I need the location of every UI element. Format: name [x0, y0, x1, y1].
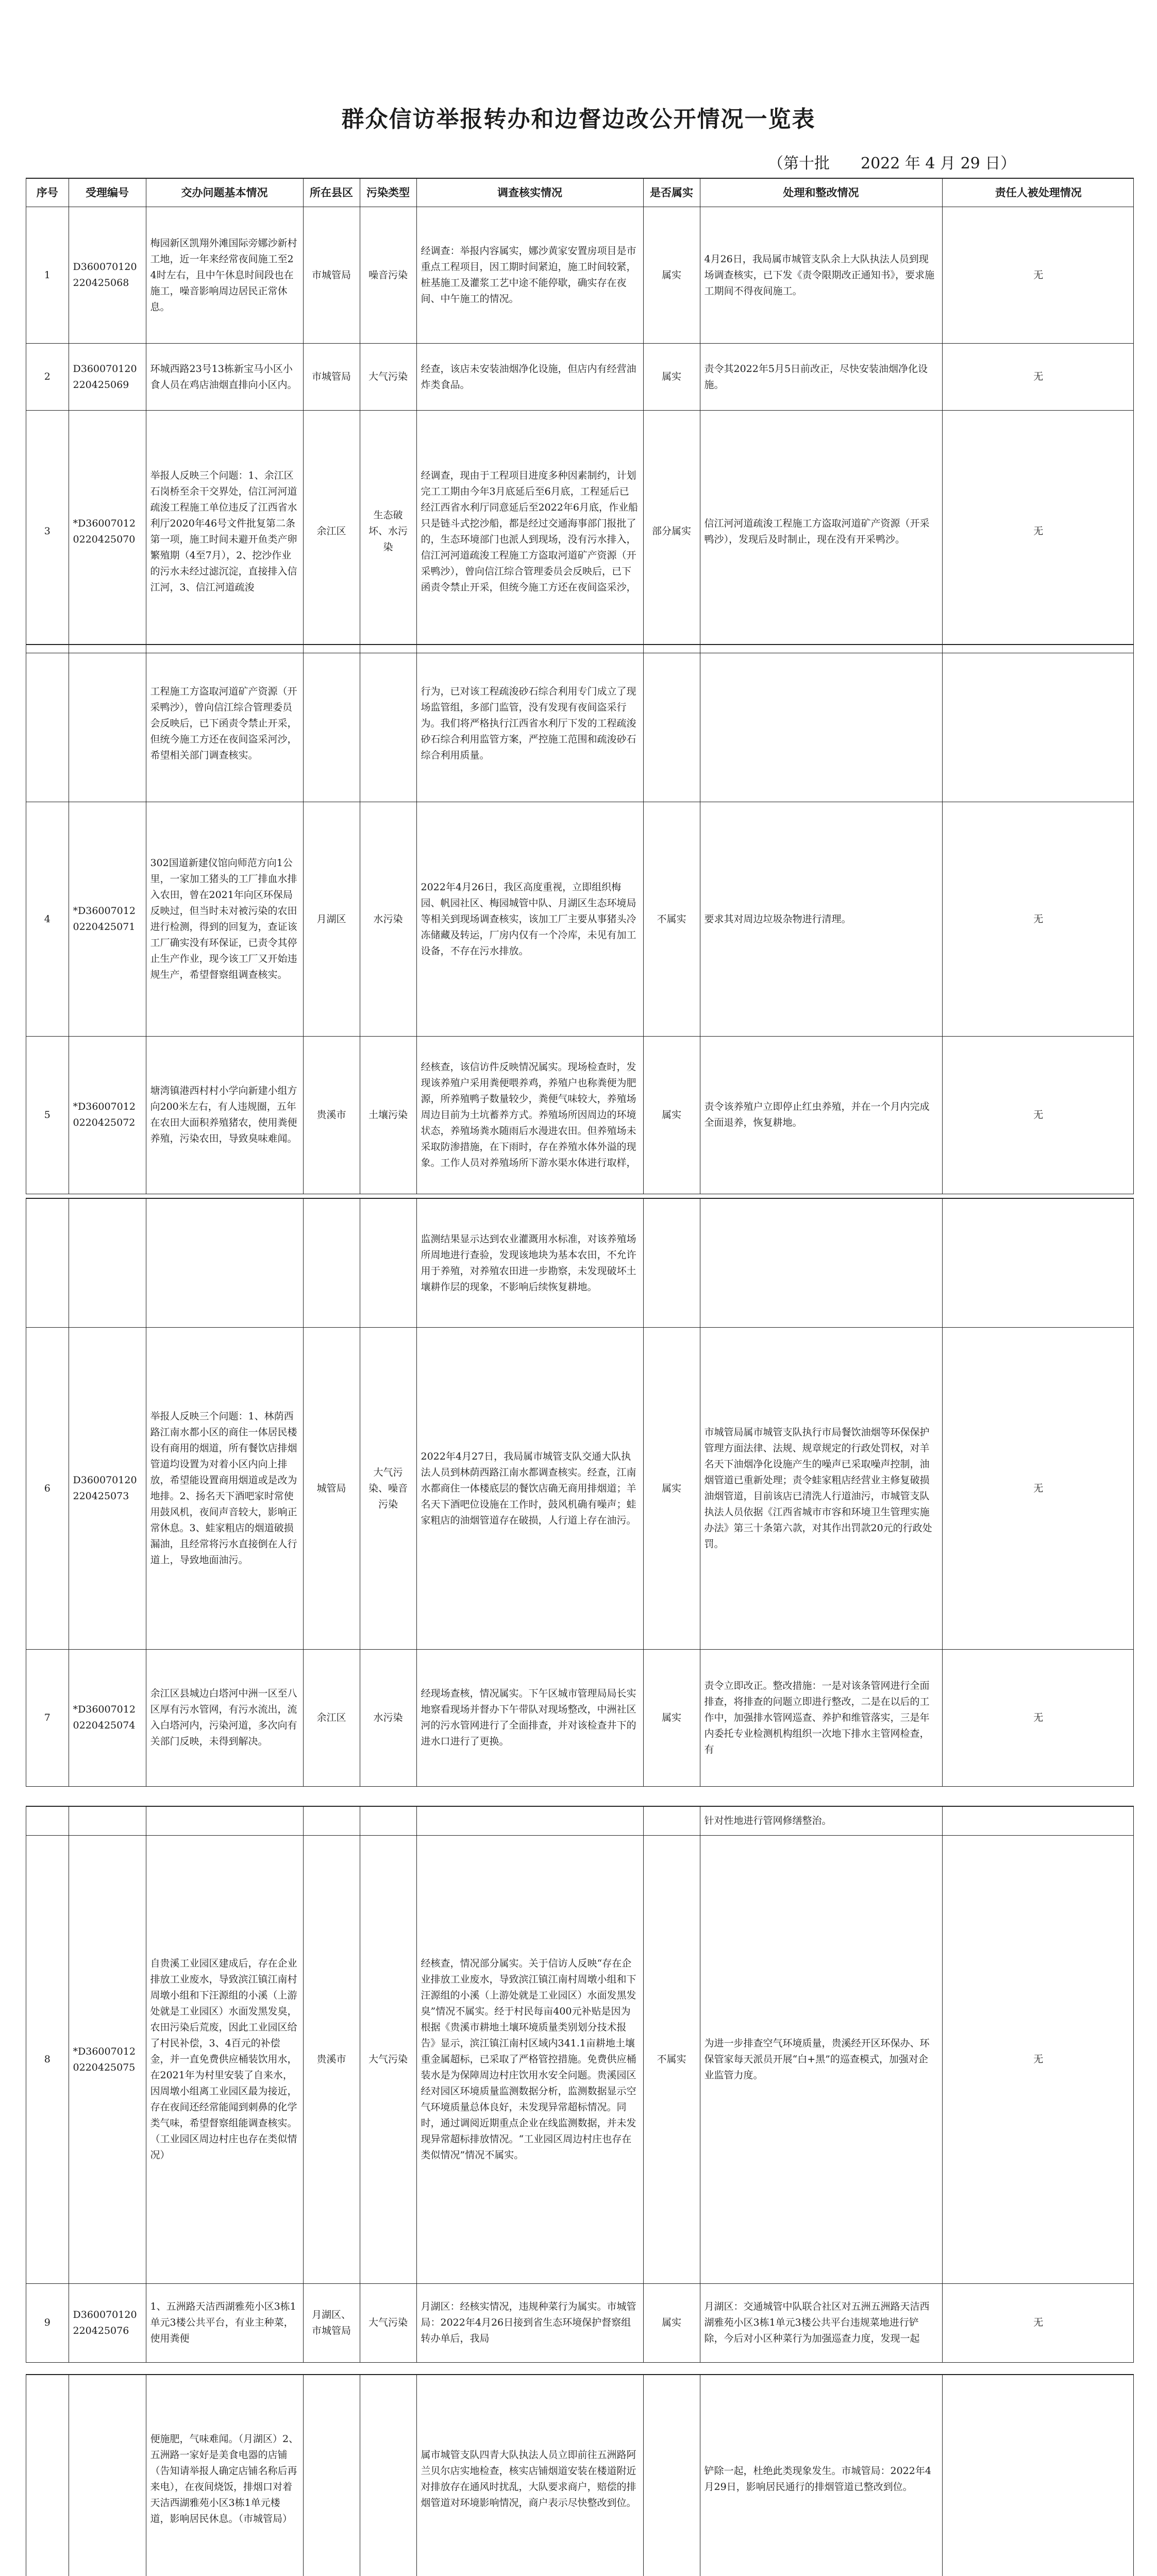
issue-description-text: 塘湾镇港西村村小学向新建小组方向200米左右，有人违规圈，五年在农田大面积养殖猪农，使用粪便养殖，污染农田，导致臭味难闻。: [150, 1085, 297, 1145]
case-code: [69, 1807, 146, 1836]
column-header: 处理和整改情况: [700, 179, 942, 207]
investigation-text: 2022年4月27日，我局属市城管支队交通大队执法人员到林荫西路江南水都调查核实。经查，江南水都商住一体楼底层的餐饮店确无商用排烟道；羊名天下酒吧位设施在工作时，鼓风机确有噪声；蛙家粗店的油烟管道存在破损，人行道上存在油污。: [421, 1450, 636, 1526]
case-code-text: *D360070120220425070: [73, 517, 136, 545]
county-text: 城管局: [316, 1482, 346, 1494]
issue-description: [146, 344, 303, 411]
row-number-text: 4: [44, 913, 51, 925]
issue-description-text: 举报人反映三个问题：1、林荫西路江南水都小区的商住一体居民楼设有商用的烟道，所有餐饮店排烟管道均设置为对着小区内向上排放，希望能设置商用烟道或是改为地排。2、扬名天下酒吧家时常使用鼓风机，夜间声音较大，影响正常休息。3、蛙家粗店的烟道破损漏油，且经常将污水直接倒在人行道上，导致地面油污。: [150, 1411, 297, 1566]
pollution-type: [360, 645, 416, 802]
county: [303, 344, 360, 411]
issue-description: [146, 1037, 303, 1194]
investigation: [416, 207, 643, 344]
handling-result-text: 铲除一起，杜绝此类现象发生。市城管局：2022年4月29日，影响居民通行的排烟管道已整改到位。: [704, 2465, 931, 2493]
column-header: 所在县区: [303, 179, 360, 207]
issue-description: [146, 411, 303, 653]
handling-result: [700, 2284, 942, 2362]
county: [303, 645, 360, 802]
table-row: [26, 344, 1134, 411]
responsibility-text: 无: [1033, 2317, 1044, 2329]
investigation-text: 监测结果显示达到农业灌溉用水标准，对该养殖场所周地进行查验，发现该地块为基本农田，不允许用于养殖，对养殖农田进一步勘察，未发现破坏土壤耕作层的现象，不影响后续恢复耕地。: [421, 1233, 636, 1293]
row-number: [26, 1807, 69, 1836]
responsibility-text: 无: [1033, 2054, 1044, 2065]
row-number-text: 5: [44, 1109, 51, 1121]
county-text: 月湖区: [316, 913, 346, 925]
complaint-table: [26, 1198, 1134, 1786]
is-true: [643, 2284, 700, 2362]
is-true: [643, 802, 700, 1037]
investigation: [416, 1199, 643, 1328]
complaint-table: [26, 178, 1134, 653]
pollution-type: [360, 2375, 416, 2576]
investigation-text: 属市城管支队四青大队执法人员立即前往五洲路阿兰贝尔店实地检查，核实店铺烟道安装在楼道附近对排放存在通风时扰乱，大队要求商户，赔偿的排烟管道对环境影响情况，商户表示尽快整改到位。: [421, 2449, 636, 2509]
county: [303, 802, 360, 1037]
pollution-type-text: 水污染: [373, 913, 403, 925]
handling-result: [700, 411, 942, 653]
row-number: [26, 802, 69, 1037]
issue-description: [146, 2375, 303, 2576]
investigation: [416, 1328, 643, 1650]
investigation: [416, 1836, 643, 2284]
case-code-text: D360070120220425073: [73, 1475, 137, 1502]
handling-result: [700, 1199, 942, 1328]
row-number: [26, 2375, 69, 2576]
is-true-text: 不属实: [657, 913, 686, 925]
table-row: [26, 2284, 1134, 2362]
is-true: [643, 1037, 700, 1194]
investigation-text: 月湖区：经核实情况，违规种菜行为属实。市城管局：2022年4月26日接到省生态环境保护督察组转办单后，我局: [421, 2301, 636, 2345]
case-code: [69, 344, 146, 411]
is-true-text: 属实: [661, 371, 681, 382]
responsibility-text: 无: [1033, 269, 1044, 281]
row-number-text: 9: [44, 2317, 51, 2329]
county: [303, 1836, 360, 2284]
is-true: [643, 645, 700, 802]
issue-description: [146, 1328, 303, 1650]
county-text: 市城管局: [311, 269, 351, 281]
handling-result-text: 市城管局属市城管支队执行市局餐饮油烟等环保保护管理方面法律、法规、规章规定的行政处罚权，对羊名天下油烟净化设施产生的噪声已采取噪声控制，油烟管道已重新处理；责令蛙家粗店经营业主修复破损油烟管道，目前该店已清洗人行道油污，市城管支队执法人员依据《江西省城市市容和环境卫生管理实施办法》第三十条第六款，对其作出罚款20元的行政处罚。: [704, 1427, 932, 1550]
handling-result: [700, 344, 942, 411]
complaint-table: [26, 645, 1134, 1194]
column-header: 序号: [26, 179, 69, 207]
investigation: [416, 802, 643, 1037]
row-number: [26, 2284, 69, 2362]
is-true: [643, 344, 700, 411]
table-row: [26, 1037, 1134, 1194]
responsibility: [942, 411, 1134, 653]
is-true-text: 属实: [661, 2317, 681, 2329]
handling-result-text: 信江河河道疏浚工程施工方盗取河道矿产资源（开采鸭沙），发现后及时制止，现在没有开采鸭沙。: [704, 517, 930, 545]
issue-description-text: 举报人反映三个问题：1、余江区石岗桥至余干交界处，信江河河道疏浚工程施工单位违反了江西省水利厅2020年46号文件批复第二条第一项，施工时间未避开鱼类产卵繁殖期（4至7月），2、挖沙作业的污水未经过滤沉淀，直接排入信江河，3、信江河道疏浚: [150, 469, 297, 593]
county: [303, 1037, 360, 1194]
case-code: [69, 645, 146, 802]
row-number-text: 8: [44, 2054, 51, 2065]
handling-result-text: 为进一步排查空气环境质量，贵溪经开区环保办、环保管家每天派员开展“白+黑”的巡查模式，加强对企业监管力度。: [704, 2038, 930, 2081]
pollution-type: [360, 1650, 416, 1786]
pollution-type-text: 大气污染: [368, 2054, 408, 2065]
investigation: [416, 1650, 643, 1786]
county-text: 市城管局: [311, 371, 351, 382]
investigation: [416, 411, 643, 653]
pollution-type: [360, 1037, 416, 1194]
investigation: [416, 344, 643, 411]
handling-result-text: 责令立即改正。整改措施：一是对该条管网进行全面排查，将排查的问题立即进行整改，二是在以后的工作中，加强排水管网巡查、养护和维管落实，三是年内委托专业检测机构组织一次地下排水主管网检查，有: [704, 1680, 930, 1755]
responsibility: [942, 802, 1134, 1037]
responsibility-text: 无: [1033, 371, 1044, 382]
issue-description: [146, 645, 303, 802]
is-true: [643, 207, 700, 344]
county: [303, 1807, 360, 1836]
pollution-type: [360, 802, 416, 1037]
responsibility: [942, 2375, 1134, 2576]
pollution-type: [360, 2284, 416, 2362]
pollution-type-text: 生态破坏、水污染: [368, 510, 408, 553]
is-true: [643, 1650, 700, 1786]
row-number: [26, 1650, 69, 1786]
table-row: [26, 1650, 1134, 1786]
column-header: 责任人被处理情况: [942, 179, 1134, 207]
row-number: [26, 1037, 69, 1194]
issue-description-text: 302国道新建仪馆向师范方向1公里，一家加工猪头的工厂排血水排入农田，曾在2021年向区环保局反映过，但当时未对被污染的农田进行检测，得到的回复为，查证该工厂确实没有环保证，已责令其停止生产作业，现今该工厂又开始违规生产，希望督察组调查核实。: [150, 857, 297, 980]
table-row: [26, 1836, 1134, 2284]
row-number: [26, 207, 69, 344]
handling-result: [700, 1037, 942, 1194]
column-header: 交办问题基本情况: [146, 179, 303, 207]
is-true-text: 属实: [661, 1482, 681, 1494]
case-code-text: *D360070120220425075: [73, 2045, 136, 2073]
handling-result-text: 4月26日，我局属市城管支队余上大队执法人员到现场调查核实，已下发《责令限期改正通知书》，要求施工期间不得夜间施工。: [704, 253, 935, 297]
handling-result-text: 针对性地进行管网修缮整治。: [704, 1815, 832, 1826]
pollution-type-text: 水污染: [373, 1711, 403, 1723]
county: [303, 1650, 360, 1786]
issue-description-text: 余江区县城边白塔河中洲一区至八区厚有污水管网，有污水流出，流入白塔河内，污染河道，多次向有关部门反映，未得到解决。: [150, 1688, 297, 1748]
case-code-text: *D360070120220425071: [73, 905, 136, 933]
complaint-table: [26, 1806, 1134, 2362]
investigation-text: 经核查，该信访件反映情况属实。现场检查时，发现该养殖户采用粪便喂养鸡，养殖户也称粪便为肥源，所养殖鸭子数量较少，粪便气味较大，养殖场周边目前为土坑蓄养方式。养殖场所因周边的环境状态，养殖场粪水随雨后水漫进农田。但养殖场未采取防渗措施，在下雨时，存在养殖水体外溢的现象。工作人员对养殖场所下游水渠水体进行取样，: [421, 1061, 636, 1168]
row-number-text: 1: [44, 269, 51, 281]
case-code: [69, 1328, 146, 1650]
county: [303, 411, 360, 653]
investigation-text: 经查，该店未安装油烟净化设施，但店内有经营油炸类食品。: [421, 363, 636, 391]
handling-result: [700, 1650, 942, 1786]
responsibility-text: 无: [1033, 526, 1044, 537]
is-true: [643, 1836, 700, 2284]
county: [303, 1199, 360, 1328]
table-segment: [26, 178, 1134, 653]
handling-result-text: 要求其对周边垃圾杂物进行清理。: [704, 913, 851, 925]
handling-result: [700, 645, 942, 802]
complaint-table: [26, 2375, 1134, 2576]
handling-result: [700, 2375, 942, 2576]
row-number-text: 7: [44, 1711, 51, 1723]
pollution-type-text: 大气污染: [368, 2317, 408, 2329]
is-true: [643, 1199, 700, 1328]
column-header: 污染类型: [360, 179, 416, 207]
case-code-text: D360070120220425069: [73, 363, 137, 391]
investigation-text: 经调查：举报内容属实，娜沙黄家安置房项目是市重点工程项目，因工期时间紧迫，施工时间较紧，桩基施工及灌浆工艺中途不能停歇，确实存在夜间、中午施工的情况。: [421, 245, 636, 304]
table-row: [26, 207, 1134, 344]
table-row: [26, 1199, 1134, 1328]
is-true-text: 部分属实: [651, 526, 691, 537]
table-row: [26, 802, 1134, 1037]
responsibility: [942, 207, 1134, 344]
handling-result: [700, 1807, 942, 1836]
row-number-text: 3: [44, 526, 51, 537]
issue-description: [146, 1836, 303, 2284]
pollution-type: [360, 411, 416, 653]
pollution-type-text: 噪音污染: [368, 269, 408, 281]
handling-result-text: 责令该养殖户立即停止红虫养殖，并在一个月内完成全面退养，恢复耕地。: [704, 1101, 930, 1129]
case-code: [69, 1199, 146, 1328]
issue-description-text: 梅园新区凯翔外滩国际旁娜沙新村工地，近一年来经常夜间施工至24时左右，且中午休息时间段也在施工，噪音影响周边居民正常休息。: [150, 237, 297, 313]
responsibility-text: 无: [1033, 1482, 1044, 1494]
county: [303, 207, 360, 344]
header-row: [26, 179, 1134, 207]
is-true: [643, 2375, 700, 2576]
case-code-text: *D360070120220425074: [73, 1704, 136, 1732]
investigation: [416, 645, 643, 802]
row-number-text: 2: [44, 371, 51, 382]
is-true-text: 不属实: [657, 2054, 686, 2065]
pollution-type: [360, 207, 416, 344]
county: [303, 2284, 360, 2362]
table-row: [26, 1328, 1134, 1650]
responsibility-text: 无: [1033, 1711, 1044, 1723]
issue-description: [146, 1650, 303, 1786]
case-code: [69, 802, 146, 1037]
row-number: [26, 344, 69, 411]
table-segment: [26, 2374, 1134, 2576]
table-row: [26, 411, 1134, 653]
investigation: [416, 1037, 643, 1194]
issue-description: [146, 207, 303, 344]
is-true: [643, 411, 700, 653]
case-code: [69, 1037, 146, 1194]
pollution-type: [360, 344, 416, 411]
is-true-text: 属实: [661, 269, 681, 281]
investigation-text: 经调查，现由于工程项目进度多种因素制约，计划完工工期由今年3月底延后至6月底，工程延后已经江西省水利厅同意延后至2022年6月底，作业船只是链斗式挖沙船，都是经过交通海事部门报批了的，生态环境部门也派人到现场，没有污水排入，信江河河道疏浚工程施工方盗取河道矿产资源（开采鸭沙），曾向信江综合管理委员会反映后，已下函责令禁止开采，但统今施工方还在夜间盗采沙，: [421, 469, 638, 593]
case-code: [69, 2375, 146, 2576]
responsibility-text: 无: [1033, 913, 1044, 925]
county: [303, 1328, 360, 1650]
investigation: [416, 2284, 643, 2362]
column-header: 调查核实情况: [416, 179, 643, 207]
is-true-text: 属实: [661, 1109, 681, 1121]
responsibility: [942, 1199, 1134, 1328]
responsibility-text: 无: [1033, 1109, 1044, 1121]
pollution-type: [360, 1199, 416, 1328]
is-true-text: 属实: [661, 1711, 681, 1723]
investigation: [416, 1807, 643, 1836]
is-true: [643, 1328, 700, 1650]
handling-result: [700, 1836, 942, 2284]
responsibility: [942, 1836, 1134, 2284]
table-segment: [26, 1198, 1134, 1787]
pollution-type-text: 大气污染、噪音污染: [368, 1466, 408, 1510]
county-text: 贵溪市: [316, 1109, 346, 1121]
investigation-text: 行为，已对该工程疏浚砂石综合利用专门成立了现场监管组，多部门监管，没有发现有夜间盗采行为。我们将严格执行江西省水利厅下发的工程疏浚砂石综合利用监管方案，严控施工范围和疏浚砂石综合利用质量。: [421, 685, 636, 761]
county-text: 余江区: [316, 526, 346, 537]
column-header: 是否属实: [643, 179, 700, 207]
responsibility: [942, 645, 1134, 802]
responsibility: [942, 344, 1134, 411]
case-code: [69, 411, 146, 653]
batch-date: （第十批 2022 年 4 月 29 日）: [768, 155, 1016, 173]
pollution-type-text: 大气污染: [368, 371, 408, 382]
issue-description-text: 自贵溪工业园区建成后，存在企业排放工业废水，导致滨江镇江南村周墩小组和下汪源组的小溪（上游处就是工业园区）水面发黑发臭，农田污染后荒废，因此工业园区给了村民补偿，3、4百元的补偿金，并一直免费供应桶装饮用水，在2021年为村里安装了自来水，因周墩小组离工业园区最为接近，存在夜间还经常能闻到刺鼻的化学类气味，希望督察组能调查核实。（工业园区周边村庄也存在类似情况）: [150, 1958, 297, 2161]
issue-description: [146, 1807, 303, 1836]
county-text: 余江区: [316, 1711, 346, 1723]
case-code: [69, 1836, 146, 2284]
issue-description: [146, 802, 303, 1037]
table-row: [26, 1807, 1134, 1836]
case-code: [69, 207, 146, 344]
table-segment: [26, 1806, 1134, 2363]
table-segment: [26, 644, 1134, 1194]
table-row: [26, 645, 1134, 802]
responsibility: [942, 1650, 1134, 1786]
issue-description: [146, 1199, 303, 1328]
county: [303, 2375, 360, 2576]
case-code: [69, 1650, 146, 1786]
case-code: [69, 2284, 146, 2362]
responsibility: [942, 1328, 1134, 1650]
handling-result-text: 月湖区：交通城管中队联合社区对五洲五洲路天洁西湖雅苑小区3栋1单元3楼公共平台违规菜地进行铲除，今后对小区种菜行为加强巡查力度，发现一起: [704, 2301, 930, 2345]
county-text: 月湖区、市城管局: [311, 2309, 351, 2336]
investigation-text: 2022年4月26日，我区高度重视，立即组织梅园、帆园社区、梅园城管中队、月湖区生态环境局等相关到现场调查核实，该加工厂主要从事猪头冷冻储藏及转运，厂房内仅有一个冷库，未见有加工设备，不存在污水排放。: [421, 881, 636, 957]
row-number: [26, 411, 69, 653]
page-title: 群众信访举报转办和边督边改公开情况一览表: [341, 106, 816, 132]
row-number: [26, 1199, 69, 1328]
handling-result: [700, 1328, 942, 1650]
investigation-text: 经现场查核，情况属实。下午区城市管理局局长实地察看现场并督办下午带队对现场整改，中洲社区河的污水管网进行了全面排查，并对该检查井下的进水口进行了更换。: [421, 1688, 636, 1748]
handling-result: [700, 207, 942, 344]
is-true: [643, 1807, 700, 1836]
county-text: 贵溪市: [316, 2054, 346, 2065]
issue-description-text: 工程施工方盗取河道矿产资源（开采鸭沙），曾向信江综合管理委员会反映后，已下函责令禁止开采，但统今施工方还在夜间盗采河沙，希望相关部门调查核实。: [150, 685, 297, 761]
issue-description-text: 便施肥，气味难闻。（月湖区）2、五洲路一家好是美食电器的店铺（告知请举报人确定店铺名称后再来电），在夜间烧饭，排烟口对着天洁西湖雅苑小区3栋1单元楼道，影响居民休息。（市城管局）: [150, 2433, 299, 2524]
issue-description: [146, 2284, 303, 2362]
table-row: [26, 2375, 1134, 2576]
pollution-type: [360, 1807, 416, 1836]
column-header: 受理编号: [69, 179, 146, 207]
investigation: [416, 2375, 643, 2576]
pollution-type: [360, 1836, 416, 2284]
handling-result: [700, 802, 942, 1037]
row-number: [26, 1328, 69, 1650]
row-number: [26, 1836, 69, 2284]
pollution-type: [360, 1328, 416, 1650]
issue-description-text: 环城西路23号13栋新宝马小区小食人员在鸡店油烟直排向小区内。: [150, 363, 297, 391]
handling-result-text: 责令其2022年5月5日前改正，尽快安装油烟净化设施。: [704, 363, 928, 391]
case-code-text: D360070120220425068: [73, 261, 137, 289]
row-number-text: 6: [44, 1482, 51, 1494]
case-code-text: *D360070120220425072: [73, 1101, 136, 1129]
responsibility: [942, 1037, 1134, 1194]
responsibility: [942, 2284, 1134, 2362]
responsibility: [942, 1807, 1134, 1836]
case-code-text: D360070120220425076: [73, 2309, 137, 2336]
issue-description-text: 1、五洲路天洁西湖雅苑小区3栋1单元3楼公共平台，有业主种菜，使用粪便: [150, 2301, 296, 2345]
pollution-type-text: 土壤污染: [368, 1109, 408, 1121]
row-number: [26, 645, 69, 802]
investigation-text: 经核查，情况部分属实。关于信访人反映“存在企业排放工业废水，导致滨江镇江南村周墩小组和下汪源组的小溪（上游处就是工业园区）水面发黑发臭”情况不属实。经于村民每亩400元补贴是因为根据《贵溪市耕地土壤环境质量类别划分技术报告》显示，滨江镇江南村区域内341.1亩耕地土壤重金属超标，已采取了严格管控措施。免费供应桶装水是为保障周边村庄饮用水安全问题。贵溪园区经对园区环境质量监测数据分析，监测数据显示空气环境质量总体良好，未发现异常超标情况。同时，通过调阅近期重点企业在线监测数据，并未发现异常超标排放情况。“工业园区周边村庄也存在类似情况”情况不属实。: [421, 1958, 636, 2161]
